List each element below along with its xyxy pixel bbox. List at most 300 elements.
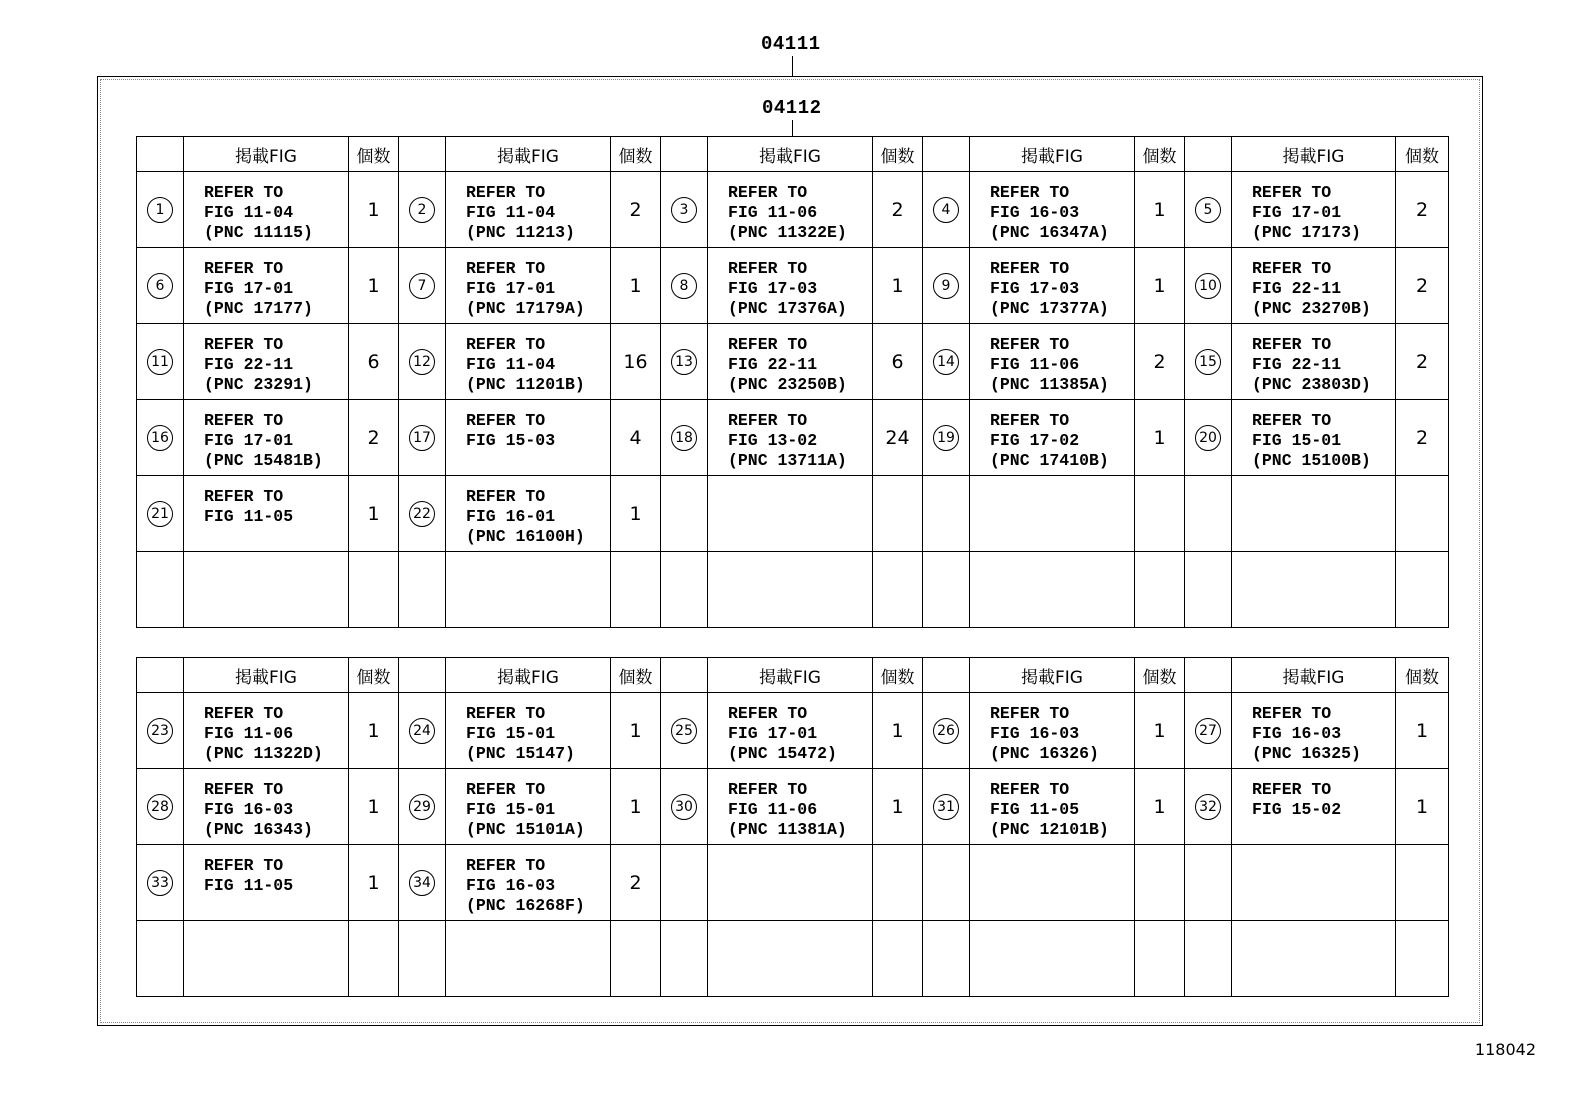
item-number-cell xyxy=(923,248,970,324)
header-fig: 掲載FIG xyxy=(708,137,873,172)
fig-reference-cell xyxy=(1232,921,1396,997)
fig-reference-line: REFER TO xyxy=(990,411,1070,430)
quantity-cell: 1 xyxy=(873,693,923,769)
quantity-cell: 1 xyxy=(349,769,399,845)
quantity-cell: 2 xyxy=(1135,324,1185,400)
header-qty: 個数 xyxy=(611,137,661,172)
fig-reference-line: (PNC 15472) xyxy=(728,744,837,763)
header-fig: 掲載FIG xyxy=(184,137,349,172)
fig-reference-cell xyxy=(1232,693,1396,769)
quantity-cell: 1 xyxy=(611,248,661,324)
header-num-cell xyxy=(661,658,708,693)
item-number-cell xyxy=(1185,845,1232,921)
item-number-circle: 22 xyxy=(409,501,435,527)
fig-reference-cell xyxy=(446,476,611,552)
fig-reference-line: REFER TO xyxy=(728,780,808,799)
header-num-cell xyxy=(923,137,970,172)
fig-reference-line: REFER TO xyxy=(1252,411,1332,430)
header-fig: 掲載FIG xyxy=(1232,137,1396,172)
quantity-cell xyxy=(611,921,661,997)
fig-reference-cell xyxy=(1232,769,1396,845)
item-number-circle: 32 xyxy=(1195,794,1221,820)
item-number-cell xyxy=(923,845,970,921)
quantity-cell: 1 xyxy=(349,845,399,921)
header-fig: 掲載FIG xyxy=(1232,658,1396,693)
fig-reference-line: FIG 17-01 xyxy=(204,279,294,298)
fig-reference-line: REFER TO xyxy=(466,259,546,278)
item-number-cell xyxy=(399,845,446,921)
fig-reference-line: (PNC 17173) xyxy=(1252,223,1361,242)
item-number-cell xyxy=(661,248,708,324)
fig-reference-line: FIG 22-11 xyxy=(1252,279,1342,298)
item-number-circle: 14 xyxy=(933,349,959,375)
fig-reference-line: (PNC 11381A) xyxy=(728,820,847,839)
quantity-cell: 1 xyxy=(349,476,399,552)
fig-reference-line: REFER TO xyxy=(728,259,808,278)
fig-reference-line: (PNC 16100H) xyxy=(466,527,585,546)
fig-reference-line: FIG 15-03 xyxy=(466,431,556,450)
fig-reference-line: (PNC 16268F) xyxy=(466,896,585,915)
item-number-cell xyxy=(661,845,708,921)
fig-reference-line: REFER TO xyxy=(1252,183,1332,202)
item-number-circle: 9 xyxy=(933,273,959,299)
fig-reference-cell xyxy=(970,400,1135,476)
item-number-cell xyxy=(1185,769,1232,845)
fig-reference-line: FIG 17-01 xyxy=(204,431,294,450)
item-number-cell xyxy=(399,476,446,552)
quantity-cell: 2 xyxy=(1396,248,1449,324)
fig-reference-line: REFER TO xyxy=(728,335,808,354)
item-number-cell xyxy=(137,324,184,400)
fig-reference-cell xyxy=(446,324,611,400)
fig-reference-line: (PNC 11322D) xyxy=(204,744,323,763)
item-number-circle: 10 xyxy=(1195,273,1221,299)
fig-reference-cell xyxy=(708,324,873,400)
fig-reference-line: FIG 16-03 xyxy=(466,876,556,895)
item-number-circle: 21 xyxy=(147,501,173,527)
quantity-cell: 1 xyxy=(349,248,399,324)
fig-reference-line: (PNC 23291) xyxy=(204,375,313,394)
label-inner-04112: 04112 xyxy=(762,97,822,119)
fig-reference-line: (PNC 11115) xyxy=(204,223,313,242)
item-number-cell xyxy=(661,324,708,400)
fig-reference-line: REFER TO xyxy=(204,335,284,354)
item-number-circle: 11 xyxy=(147,349,173,375)
quantity-cell: 1 xyxy=(1135,248,1185,324)
item-number-circle: 27 xyxy=(1195,718,1221,744)
fig-reference-line: REFER TO xyxy=(990,780,1070,799)
fig-reference-line: REFER TO xyxy=(1252,704,1332,723)
header-row xyxy=(137,658,1449,693)
item-number-cell xyxy=(137,172,184,248)
fig-reference-line: (PNC 16326) xyxy=(990,744,1099,763)
fig-reference-cell xyxy=(184,845,349,921)
fig-reference-line: REFER TO xyxy=(204,780,284,799)
header-fig: 掲載FIG xyxy=(708,658,873,693)
item-number-circle: 5 xyxy=(1195,197,1221,223)
quantity-cell: 1 xyxy=(1135,172,1185,248)
fig-reference-cell xyxy=(1232,845,1396,921)
parts-table-lower xyxy=(136,657,1449,997)
fig-reference-line: REFER TO xyxy=(728,183,808,202)
header-num-cell xyxy=(137,137,184,172)
item-number-circle: 4 xyxy=(933,197,959,223)
fig-reference-line: FIG 11-06 xyxy=(204,724,294,743)
fig-reference-cell xyxy=(446,400,611,476)
item-number-circle: 8 xyxy=(671,273,697,299)
fig-reference-line: REFER TO xyxy=(990,183,1070,202)
fig-reference-line: REFER TO xyxy=(466,704,546,723)
fig-reference-line: (PNC 17376A) xyxy=(728,299,847,318)
header-qty: 個数 xyxy=(349,658,399,693)
quantity-cell: 2 xyxy=(611,172,661,248)
table-row xyxy=(137,552,1449,628)
item-number-cell xyxy=(137,769,184,845)
header-row xyxy=(137,137,1449,172)
table-row xyxy=(137,400,1449,476)
quantity-cell: 2 xyxy=(611,845,661,921)
item-number-circle: 2 xyxy=(409,197,435,223)
fig-reference-cell xyxy=(1232,172,1396,248)
fig-reference-line: REFER TO xyxy=(990,335,1070,354)
header-qty: 個数 xyxy=(1135,137,1185,172)
item-number-cell xyxy=(923,552,970,628)
item-number-cell xyxy=(661,476,708,552)
quantity-cell: 2 xyxy=(1396,172,1449,248)
item-number-cell xyxy=(1185,400,1232,476)
fig-reference-line: (PNC 15100B) xyxy=(1252,451,1371,470)
item-number-cell xyxy=(137,400,184,476)
fig-reference-line: REFER TO xyxy=(990,259,1070,278)
header-qty: 個数 xyxy=(873,137,923,172)
fig-reference-line: FIG 16-01 xyxy=(466,507,556,526)
fig-reference-line: REFER TO xyxy=(466,183,546,202)
item-number-cell xyxy=(137,693,184,769)
quantity-cell: 1 xyxy=(873,769,923,845)
item-number-cell xyxy=(661,769,708,845)
quantity-cell: 4 xyxy=(611,400,661,476)
item-number-cell xyxy=(399,693,446,769)
item-number-cell xyxy=(1185,693,1232,769)
quantity-cell: 2 xyxy=(1396,400,1449,476)
header-num-cell xyxy=(1185,137,1232,172)
fig-reference-line: FIG 15-01 xyxy=(466,800,556,819)
item-number-cell xyxy=(399,921,446,997)
fig-reference-cell xyxy=(1232,248,1396,324)
item-number-circle: 15 xyxy=(1195,349,1221,375)
item-number-cell xyxy=(399,172,446,248)
fig-reference-cell xyxy=(708,693,873,769)
header-fig: 掲載FIG xyxy=(446,137,611,172)
item-number-cell xyxy=(399,552,446,628)
quantity-cell: 1 xyxy=(1135,693,1185,769)
item-number-cell xyxy=(923,172,970,248)
quantity-cell xyxy=(873,845,923,921)
item-number-circle: 17 xyxy=(409,425,435,451)
item-number-circle: 18 xyxy=(671,425,697,451)
fig-reference-cell xyxy=(184,921,349,997)
header-num-cell xyxy=(1185,658,1232,693)
item-number-circle: 34 xyxy=(409,870,435,896)
header-qty: 個数 xyxy=(1396,658,1449,693)
item-number-circle: 20 xyxy=(1195,425,1221,451)
fig-reference-line: FIG 17-02 xyxy=(990,431,1080,450)
fig-reference-cell xyxy=(446,693,611,769)
quantity-cell xyxy=(611,552,661,628)
fig-reference-cell xyxy=(446,248,611,324)
item-number-cell xyxy=(661,400,708,476)
fig-reference-line: (PNC 23250B) xyxy=(728,375,847,394)
fig-reference-line: REFER TO xyxy=(466,411,546,430)
fig-reference-cell xyxy=(184,769,349,845)
table-row xyxy=(137,845,1449,921)
item-number-cell xyxy=(923,693,970,769)
fig-reference-line: REFER TO xyxy=(204,259,284,278)
fig-reference-line: FIG 11-06 xyxy=(728,800,818,819)
fig-reference-cell xyxy=(970,921,1135,997)
fig-reference-cell xyxy=(446,769,611,845)
fig-reference-cell xyxy=(1232,552,1396,628)
quantity-cell: 1 xyxy=(1396,693,1449,769)
quantity-cell xyxy=(1396,552,1449,628)
fig-reference-line: REFER TO xyxy=(204,856,284,875)
item-number-circle: 24 xyxy=(409,718,435,744)
fig-reference-cell xyxy=(970,552,1135,628)
header-fig: 掲載FIG xyxy=(446,658,611,693)
table-row xyxy=(137,769,1449,845)
quantity-cell: 6 xyxy=(873,324,923,400)
item-number-cell xyxy=(137,552,184,628)
fig-reference-cell xyxy=(1232,476,1396,552)
item-number-cell xyxy=(661,172,708,248)
item-number-circle: 19 xyxy=(933,425,959,451)
header-qty: 個数 xyxy=(1396,137,1449,172)
header-fig: 掲載FIG xyxy=(184,658,349,693)
item-number-circle: 16 xyxy=(147,425,173,451)
item-number-circle: 28 xyxy=(147,794,173,820)
fig-reference-line: (PNC 15147) xyxy=(466,744,575,763)
parts-table-upper xyxy=(136,136,1449,628)
quantity-cell xyxy=(873,921,923,997)
quantity-cell: 1 xyxy=(349,693,399,769)
fig-reference-cell xyxy=(970,172,1135,248)
item-number-cell xyxy=(923,324,970,400)
leader-line-outer xyxy=(792,56,793,76)
quantity-cell xyxy=(349,921,399,997)
fig-reference-cell xyxy=(184,324,349,400)
item-number-circle: 26 xyxy=(933,718,959,744)
fig-reference-line: FIG 17-01 xyxy=(466,279,556,298)
fig-reference-line: REFER TO xyxy=(990,704,1070,723)
header-num-cell xyxy=(137,658,184,693)
item-number-circle: 6 xyxy=(147,273,173,299)
fig-reference-line: REFER TO xyxy=(1252,259,1332,278)
fig-reference-line: FIG 11-05 xyxy=(990,800,1080,819)
item-number-cell xyxy=(1185,552,1232,628)
fig-reference-line: (PNC 12101B) xyxy=(990,820,1109,839)
quantity-cell: 16 xyxy=(611,324,661,400)
fig-reference-line: REFER TO xyxy=(728,704,808,723)
fig-reference-line: FIG 16-03 xyxy=(990,203,1080,222)
fig-reference-cell xyxy=(708,845,873,921)
fig-reference-line: FIG 22-11 xyxy=(204,355,294,374)
fig-reference-line: FIG 17-01 xyxy=(728,724,818,743)
item-number-circle: 33 xyxy=(147,870,173,896)
fig-reference-line: (PNC 23270B) xyxy=(1252,299,1371,318)
fig-reference-line: FIG 22-11 xyxy=(1252,355,1342,374)
fig-reference-line: REFER TO xyxy=(466,856,546,875)
header-num-cell xyxy=(399,137,446,172)
fig-reference-line: REFER TO xyxy=(204,183,284,202)
header-num-cell xyxy=(399,658,446,693)
drawing-number: 118042 xyxy=(1474,1040,1536,1059)
item-number-cell xyxy=(1185,172,1232,248)
header-qty: 個数 xyxy=(611,658,661,693)
fig-reference-cell xyxy=(708,921,873,997)
fig-reference-cell xyxy=(1232,324,1396,400)
header-num-cell xyxy=(923,658,970,693)
quantity-cell: 6 xyxy=(349,324,399,400)
leader-line-inner xyxy=(792,120,793,136)
quantity-cell: 2 xyxy=(873,172,923,248)
item-number-cell xyxy=(1185,476,1232,552)
fig-reference-line: REFER TO xyxy=(204,704,284,723)
item-number-circle: 31 xyxy=(933,794,959,820)
item-number-circle: 29 xyxy=(409,794,435,820)
header-qty: 個数 xyxy=(873,658,923,693)
fig-reference-line: FIG 17-03 xyxy=(728,279,818,298)
fig-reference-line: (PNC 11201B) xyxy=(466,375,585,394)
table-row xyxy=(137,248,1449,324)
fig-reference-line: FIG 22-11 xyxy=(728,355,818,374)
header-qty: 個数 xyxy=(349,137,399,172)
fig-reference-line: FIG 16-03 xyxy=(204,800,294,819)
fig-reference-cell xyxy=(1232,400,1396,476)
fig-reference-cell xyxy=(446,172,611,248)
fig-reference-cell xyxy=(184,476,349,552)
fig-reference-line: FIG 16-03 xyxy=(990,724,1080,743)
item-number-cell xyxy=(137,248,184,324)
fig-reference-line: FIG 15-02 xyxy=(1252,800,1342,819)
item-number-circle: 30 xyxy=(671,794,697,820)
quantity-cell xyxy=(1135,552,1185,628)
item-number-cell xyxy=(399,248,446,324)
fig-reference-line: (PNC 17177) xyxy=(204,299,313,318)
item-number-circle: 12 xyxy=(409,349,435,375)
item-number-cell xyxy=(137,845,184,921)
fig-reference-line: REFER TO xyxy=(1252,780,1332,799)
quantity-cell xyxy=(1135,845,1185,921)
item-number-cell xyxy=(399,769,446,845)
fig-reference-line: FIG 13-02 xyxy=(728,431,818,450)
header-num-cell xyxy=(661,137,708,172)
fig-reference-cell xyxy=(970,693,1135,769)
quantity-cell xyxy=(349,552,399,628)
item-number-cell xyxy=(1185,324,1232,400)
fig-reference-line: FIG 11-05 xyxy=(204,507,294,526)
fig-reference-cell xyxy=(708,552,873,628)
header-fig: 掲載FIG xyxy=(970,137,1135,172)
fig-reference-line: FIG 11-06 xyxy=(990,355,1080,374)
fig-reference-line: (PNC 16343) xyxy=(204,820,313,839)
table-row xyxy=(137,324,1449,400)
fig-reference-line: (PNC 16347A) xyxy=(990,223,1109,242)
fig-reference-cell xyxy=(184,400,349,476)
fig-reference-cell xyxy=(708,400,873,476)
table-row xyxy=(137,921,1449,997)
quantity-cell: 2 xyxy=(349,400,399,476)
fig-reference-line: FIG 16-03 xyxy=(1252,724,1342,743)
item-number-cell xyxy=(661,693,708,769)
fig-reference-line: (PNC 15481B) xyxy=(204,451,323,470)
quantity-cell: 1 xyxy=(1135,400,1185,476)
quantity-cell xyxy=(873,476,923,552)
quantity-cell: 1 xyxy=(1396,769,1449,845)
label-outer-04111: 04111 xyxy=(761,33,821,55)
fig-reference-line: FIG 11-05 xyxy=(204,876,294,895)
fig-reference-cell xyxy=(446,845,611,921)
quantity-cell: 1 xyxy=(873,248,923,324)
fig-reference-line: (PNC 17179A) xyxy=(466,299,585,318)
fig-reference-line: REFER TO xyxy=(204,411,284,430)
fig-reference-line: (PNC 15101A) xyxy=(466,820,585,839)
quantity-cell xyxy=(1396,921,1449,997)
fig-reference-cell xyxy=(970,324,1135,400)
quantity-cell xyxy=(1396,476,1449,552)
fig-reference-cell xyxy=(184,552,349,628)
fig-reference-line: REFER TO xyxy=(466,335,546,354)
header-fig: 掲載FIG xyxy=(970,658,1135,693)
fig-reference-line: REFER TO xyxy=(466,487,546,506)
fig-reference-line: FIG 11-04 xyxy=(466,355,556,374)
fig-reference-line: (PNC 16325) xyxy=(1252,744,1361,763)
fig-reference-line: (PNC 17377A) xyxy=(990,299,1109,318)
item-number-cell xyxy=(923,476,970,552)
fig-reference-cell xyxy=(708,476,873,552)
fig-reference-line: (PNC 17410B) xyxy=(990,451,1109,470)
item-number-cell xyxy=(399,400,446,476)
item-number-circle: 13 xyxy=(671,349,697,375)
fig-reference-cell xyxy=(184,172,349,248)
fig-reference-line: FIG 17-01 xyxy=(1252,203,1342,222)
fig-reference-cell xyxy=(970,248,1135,324)
item-number-cell xyxy=(399,324,446,400)
quantity-cell xyxy=(1135,476,1185,552)
header-qty: 個数 xyxy=(1135,658,1185,693)
item-number-cell xyxy=(923,921,970,997)
item-number-cell xyxy=(1185,921,1232,997)
item-number-cell xyxy=(137,476,184,552)
fig-reference-cell xyxy=(970,845,1135,921)
table-row xyxy=(137,476,1449,552)
fig-reference-cell xyxy=(708,248,873,324)
item-number-circle: 1 xyxy=(147,197,173,223)
item-number-cell xyxy=(923,400,970,476)
fig-reference-cell xyxy=(446,552,611,628)
quantity-cell: 1 xyxy=(349,172,399,248)
quantity-cell xyxy=(1396,845,1449,921)
fig-reference-line: FIG 11-04 xyxy=(204,203,294,222)
item-number-cell xyxy=(1185,248,1232,324)
fig-reference-line: REFER TO xyxy=(466,780,546,799)
item-number-circle: 3 xyxy=(671,197,697,223)
fig-reference-line: FIG 15-01 xyxy=(1252,431,1342,450)
quantity-cell: 1 xyxy=(611,693,661,769)
quantity-cell: 24 xyxy=(873,400,923,476)
table-row xyxy=(137,172,1449,248)
item-number-circle: 23 xyxy=(147,718,173,744)
item-number-cell xyxy=(137,921,184,997)
